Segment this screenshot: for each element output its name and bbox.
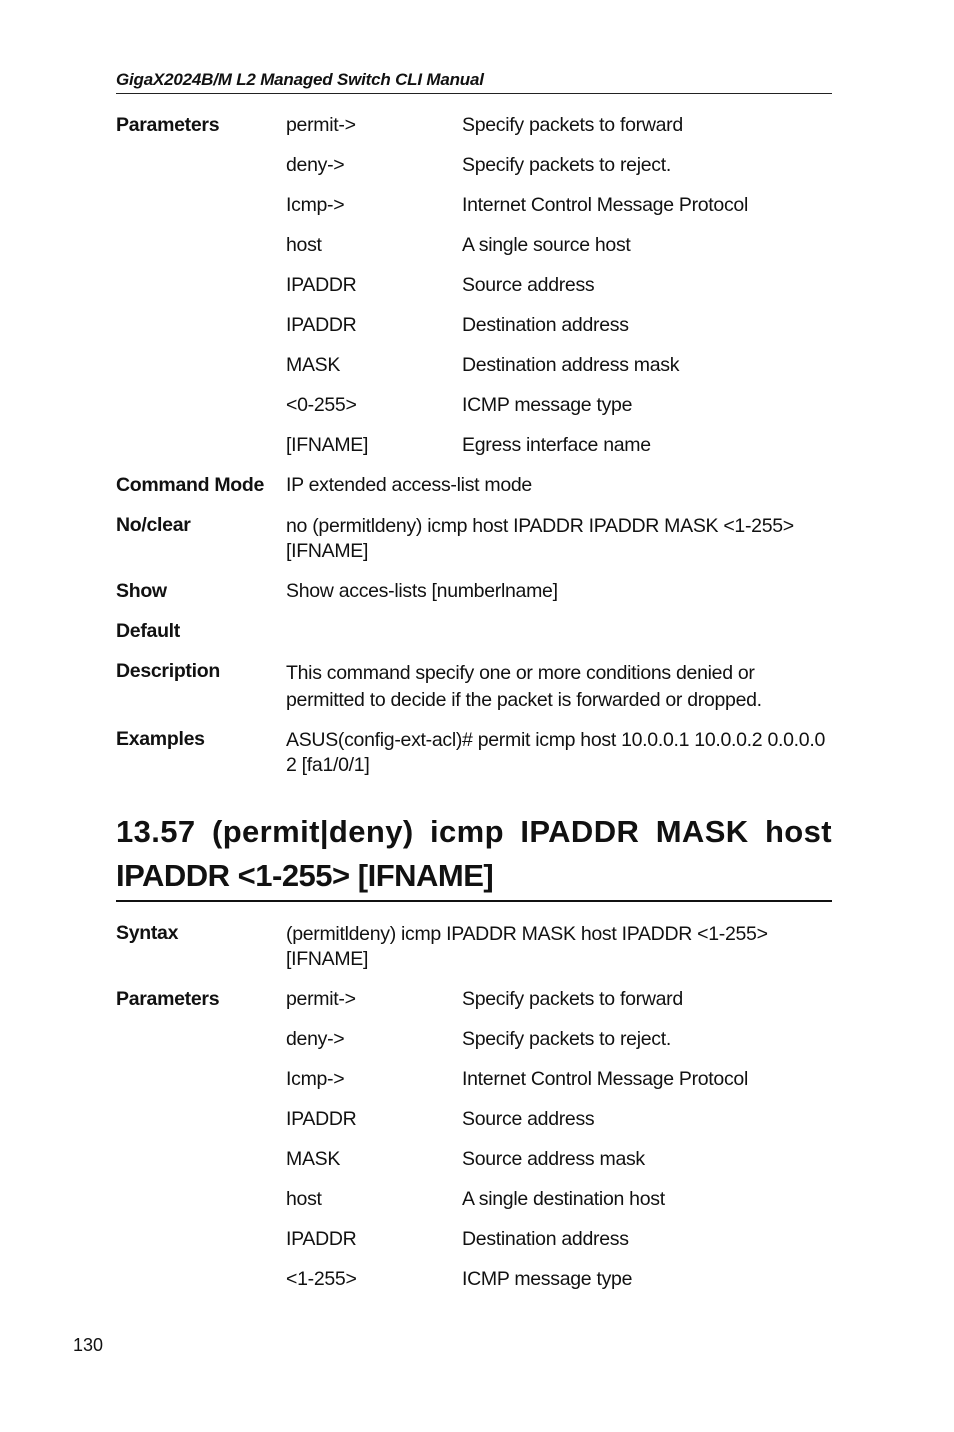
syntax-label: Syntax — [116, 922, 179, 944]
default-label: Default — [116, 620, 180, 642]
param-row — [116, 1148, 832, 1188]
param-desc: Source address — [462, 274, 595, 296]
param-desc: ICMP message type — [462, 1268, 633, 1290]
heading-word: MASK — [655, 814, 749, 849]
heading-word: 13.57 — [116, 814, 196, 849]
param-desc: A single destination host — [462, 1188, 665, 1210]
examples-value: ASUS(config-ext-acl)# permit icmp host 10.0.0.1 10.0.0.2 0.0.0.0 2 [fa1/0/1] — [286, 729, 825, 776]
param-name: host — [286, 234, 322, 256]
section-heading-line2: IPADDR <1-255> [IFNAME] — [116, 858, 494, 893]
command-mode-value: IP extended access-list mode — [286, 474, 532, 496]
param-name: IPADDR — [286, 274, 357, 296]
param-desc: Internet Control Message Protocol — [462, 1068, 748, 1090]
param-row — [116, 234, 832, 274]
default-row — [116, 620, 832, 660]
param-desc: Source address mask — [462, 1148, 645, 1170]
param-name: Icmp-> — [286, 194, 345, 216]
show-label: Show — [116, 580, 167, 602]
show-value: Show acces-lists [numberlname] — [286, 580, 558, 602]
param-row — [116, 114, 832, 154]
param-name: permit-> — [286, 988, 356, 1010]
parameters-label: Parameters — [116, 114, 220, 136]
param-desc: Specify packets to forward — [462, 114, 683, 136]
section-heading-line1 — [116, 810, 832, 854]
param-name: IPADDR — [286, 1108, 357, 1130]
param-name: IPADDR — [286, 314, 357, 336]
param-row — [116, 1028, 832, 1068]
param-name: MASK — [286, 354, 341, 376]
param-name: Icmp-> — [286, 1068, 345, 1090]
param-name: <1-255> — [286, 1268, 357, 1290]
heading-word: (permit|deny) — [211, 814, 414, 849]
running-header: GigaX2024B/M L2 Managed Switch CLI Manual — [116, 70, 832, 94]
page-number: 130 — [73, 1335, 104, 1355]
param-row — [116, 154, 832, 194]
param-name: [IFNAME] — [286, 434, 369, 456]
param-name: deny-> — [286, 154, 345, 176]
command-mode-label: Command Mode — [116, 474, 265, 496]
description-value: This command specify one or more conditions denied or permitted to decide if the packet is forwarded or dropped. — [286, 662, 762, 711]
param-desc: A single source host — [462, 234, 631, 256]
parameters-label: Parameters — [116, 988, 220, 1010]
param-desc: Destination address — [462, 1228, 629, 1250]
param-row — [116, 1188, 832, 1228]
syntax-value: (permitldeny) icmp IPADDR MASK host IPADDR <1-255> [IFNAME] — [286, 923, 768, 970]
heading-word: IPADDR — [520, 814, 640, 849]
param-desc: Destination address — [462, 314, 629, 336]
heading-word: icmp — [429, 814, 504, 849]
param-row — [116, 434, 832, 474]
param-row — [116, 394, 832, 434]
param-desc: ICMP message type — [462, 394, 633, 416]
heading-word: host — [764, 814, 832, 849]
param-name: <0-255> — [286, 394, 357, 416]
noclear-label: No/clear — [116, 514, 191, 536]
description-label: Description — [116, 660, 220, 682]
param-desc: Specify packets to reject. — [462, 1028, 671, 1050]
param-row — [116, 274, 832, 314]
syntax-row — [116, 922, 832, 988]
section2-parameters — [116, 922, 832, 1308]
description-row — [116, 660, 832, 728]
param-row — [116, 1068, 832, 1108]
param-row — [116, 1268, 832, 1308]
param-row — [116, 988, 832, 1028]
param-desc: Source address — [462, 1108, 595, 1130]
noclear-value: no (permitldeny) icmp host IPADDR IPADDR MASK <1-255> [IFNAME] — [286, 515, 794, 562]
param-name: deny-> — [286, 1028, 345, 1050]
show-row — [116, 580, 832, 620]
param-desc: Specify packets to forward — [462, 988, 683, 1010]
param-row — [116, 194, 832, 234]
param-row — [116, 314, 832, 354]
param-name: permit-> — [286, 114, 356, 136]
param-row — [116, 1228, 832, 1268]
param-desc: Internet Control Message Protocol — [462, 194, 748, 216]
section1-parameters — [116, 114, 832, 778]
command-mode-row — [116, 474, 832, 514]
param-row — [116, 1108, 832, 1148]
param-desc: Destination address mask — [462, 354, 680, 376]
examples-label: Examples — [116, 728, 205, 750]
param-name: IPADDR — [286, 1228, 357, 1250]
param-name: MASK — [286, 1148, 341, 1170]
param-row — [116, 354, 832, 394]
section-heading — [116, 810, 832, 902]
param-name: host — [286, 1188, 322, 1210]
noclear-row — [116, 514, 832, 580]
param-desc: Specify packets to reject. — [462, 154, 671, 176]
param-desc: Egress interface name — [462, 434, 651, 456]
examples-row — [116, 728, 832, 778]
